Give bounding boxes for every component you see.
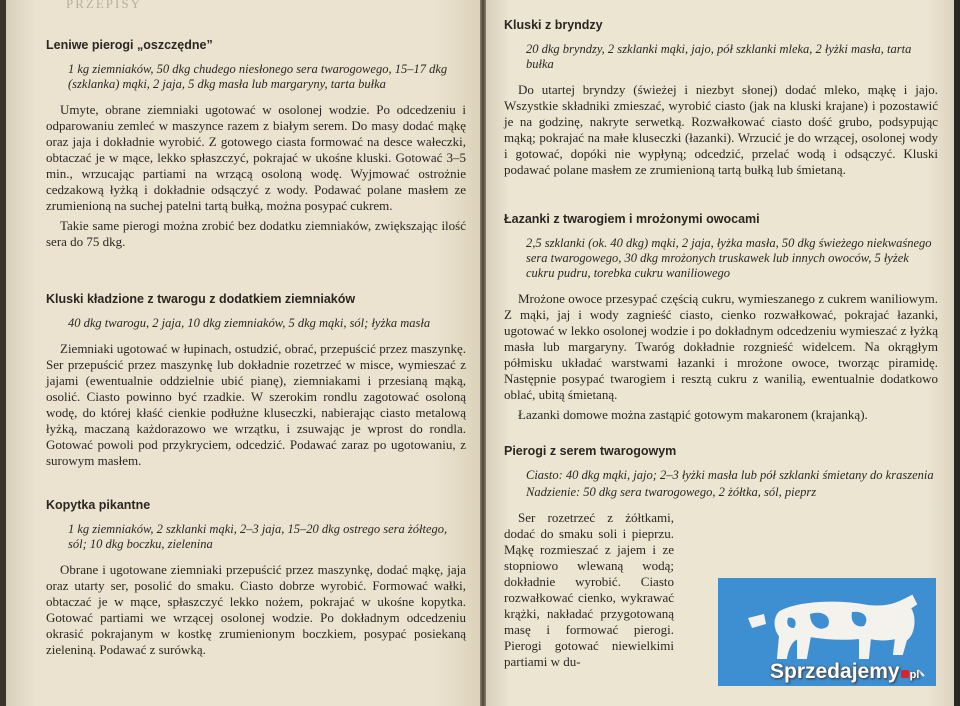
recipe-instructions: Umyte, obrane ziemniaki ugotować w osolonej wodzie. Po odcedzeniu i odparowaniu zemleć w maszynce razem z białym serem. Do masy dodać mąkę oraz jaja i dokładnie wyrobić. Z gotowego ciasta formować na desce wałeczki, obtaczać je w mące, lekko spłaszczyć, pokrajać w ukośne kluski. Gotować 3–5 min., wrzucając partiami na wrzącą osoloną wodę. Wyjmować ostrożnie cedzakową łyżką i dokładnie odsączyć z wody. Podawać polane masłem ze zrumienioną na suchej patelni tartą bułką, można posypać cukrem. [46,102,466,213]
left-page [6,0,480,706]
recipe-ingredients: 1 kg ziemniaków, 50 dkg chudego niesłonego sera twarogowego, 15–17 dkg (szklanka) mąki, 2 jaja, 5 dkg masła lub margaryny, tarta bułka [68,62,448,91]
recipe-kluski-z-bryndzy [504,18,938,182]
recipe-ingredients: 2,5 szklanki (ok. 40 dkg) mąki, 2 jaja, łyżka masła, 50 dkg świeżego niekwaśnego sera twarogowego, 30 dkg mrożonych truskawek lub innych owoców, 5 łyżek cukru pudru, torebka cukru waniliowego [526,236,932,280]
running-head: PRZEPISY [66,0,142,11]
recipe-ingredients-dough: Ciasto: 40 dkg mąki, jajo; 2–3 łyżki masła lub pół szklanki śmietany do kraszenia [526,468,934,482]
recipe-lazanki [504,212,938,427]
watermark-text: Sprzedajemy [770,660,900,683]
recipe-instructions: Mrożone owoce przesypać częścią cukru, wymieszanego z cukrem waniliowym. Z mąki, jaj i wody zagnieść ciasto, cienko rozwałkować, pokrajać łazanki, ugotować w lekko osolonej wodzie i po dokładnym odcedzeniu wymieszać z łyżką masła lub margaryny. Twaróg dokładnie rozgnieść widelcem. Na okrągłym półmisku układać warstwami łazanki i mrożone owoce, tworząc piramidę. Następnie posypać twarogiem i resztą cukru z wanilią, ewentualnie dodatkowo oblać, ubitą śmietaną. [504,291,938,402]
recipe-kopytka-pikantne [46,498,466,662]
recipe-title: Leniwe pierogi „oszczędne” [46,38,213,52]
recipe-ingredients: 40 dkg twarogu, 2 jaja, 10 dkg ziemniaków, 5 dkg mąki, sól; łyżka masła [68,316,431,330]
recipe-title: Kluski kładzione z twarogu z dodatkiem ziemniaków [46,292,356,306]
watermark-logo [770,660,919,684]
recipe-title: Kluski z bryndzy [504,18,603,32]
recipe-title: Kopytka pikantne [46,498,151,512]
recipe-ingredients-filling: Nadzienie: 50 dkg sera twarogowego, 2 żółtka, sól, pieprz [526,485,817,499]
recipe-note: Łazanki domowe można zastąpić gotowym makaronem (krajanką). [518,407,868,422]
recipe-instructions: Obrane i ugotowane ziemniaki przepuścić przez maszynkę, dodać mąkę, jaja oraz utarty ser, posolić do smaku. Ciasto dobrze wyrobić. Formować wałki, obtaczać je w mące, spłaszczyć lekko nożem, pokrajać w ukośne kopytka. Gotować partiami we wrzącej osolonej wodzie. Po dokładnym odcedzeniu okrasić pokrajanym w kostkę zrumienionym boczkiem, posypać posiekaną zieleniną. Podawać z surówką. [46,562,466,657]
recipe-title: Łazanki z twarogiem i mrożonymi owocami [504,212,760,226]
recipe-ingredients: 20 dkg bryndzy, 2 szklanki mąki, jajo, pół szklanki mleka, 2 łyżki masła, tarta bułka [526,42,912,71]
watermark-suffix: pl [909,669,920,681]
recipe-note: Takie same pierogi można zrobić bez dodatku ziemniaków, zwiększając ilość sera do 75 dkg. [46,218,466,249]
recipe-kluski-kladzione [46,292,466,473]
right-page [486,0,954,706]
recipe-instructions: Do utartej bryndzy (świeżej i niezbyt słonej) dodać mleko, mąkę i jajo. Wszystkie składniki zmieszać, wyrobić ciasto (jak na kluski krajane) i pozostawić je na godzinę, nakryte serwetką. Rozwałkować ciasto dość grubo, podsypując mąką; pokrajać na małe kluseczki (łazanki). Wrzucić je do wrzącej, osolonej wody i gotować, dopóki nie wypłyną; odcedzić, przelać wodą i odsączyć. Kluski podawać polane masłem ze zrumienioną tartą bułką lub śmietaną. [504,82,938,177]
recipe-instructions: Ser rozetrzeć z żółtkami, dodać do smaku soli i pieprzu. Mąkę rozmieszać z jajem i ze stopniowo wlewaną wodą; dokładnie wyrobić. Ciasto rozwałkować cienko, wykrawać krążki, nakładać przygotowaną masę i formować pierogi. Pierogi gotować niewielkimi partiami w du- [504,510,674,669]
recipe-leniwe-pierogi [46,38,466,254]
watermark-dot-icon [901,670,909,678]
recipe-title: Pierogi z serem twarogowym [504,444,677,458]
recipe-ingredients: 1 kg ziemniaków, 2 szklanki mąki, 2–3 jaja, 15–20 dkg ostrego sera żółtego, sól; 10 dkg boczku, zielenina [68,522,448,551]
recipe-instructions: Ziemniaki ugotować w łupinach, ostudzić, obrać, przepuścić przez maszynkę. Ser przepuścić przez maszynkę lub dokładnie rozetrzeć w misce, wymieszać z jajami (ewentualnie oddzielnie ubić pianę), ziemniakami i przesianą mąką, osolić. Ciasto powinno być rzadkie. W szerokim rondlu zagotować osoloną wodę, do której kłaść cienkie podłużne kluseczki, nabierając ciasto metalową łyżką, maczaną każdorazowo we wrzątku, i zsuwając je wprost do rondla. Gotować powoli pod przykryciem, odcedzić. Podawać zaraz po ugotowaniu, z surowym masłem. [46,341,466,468]
